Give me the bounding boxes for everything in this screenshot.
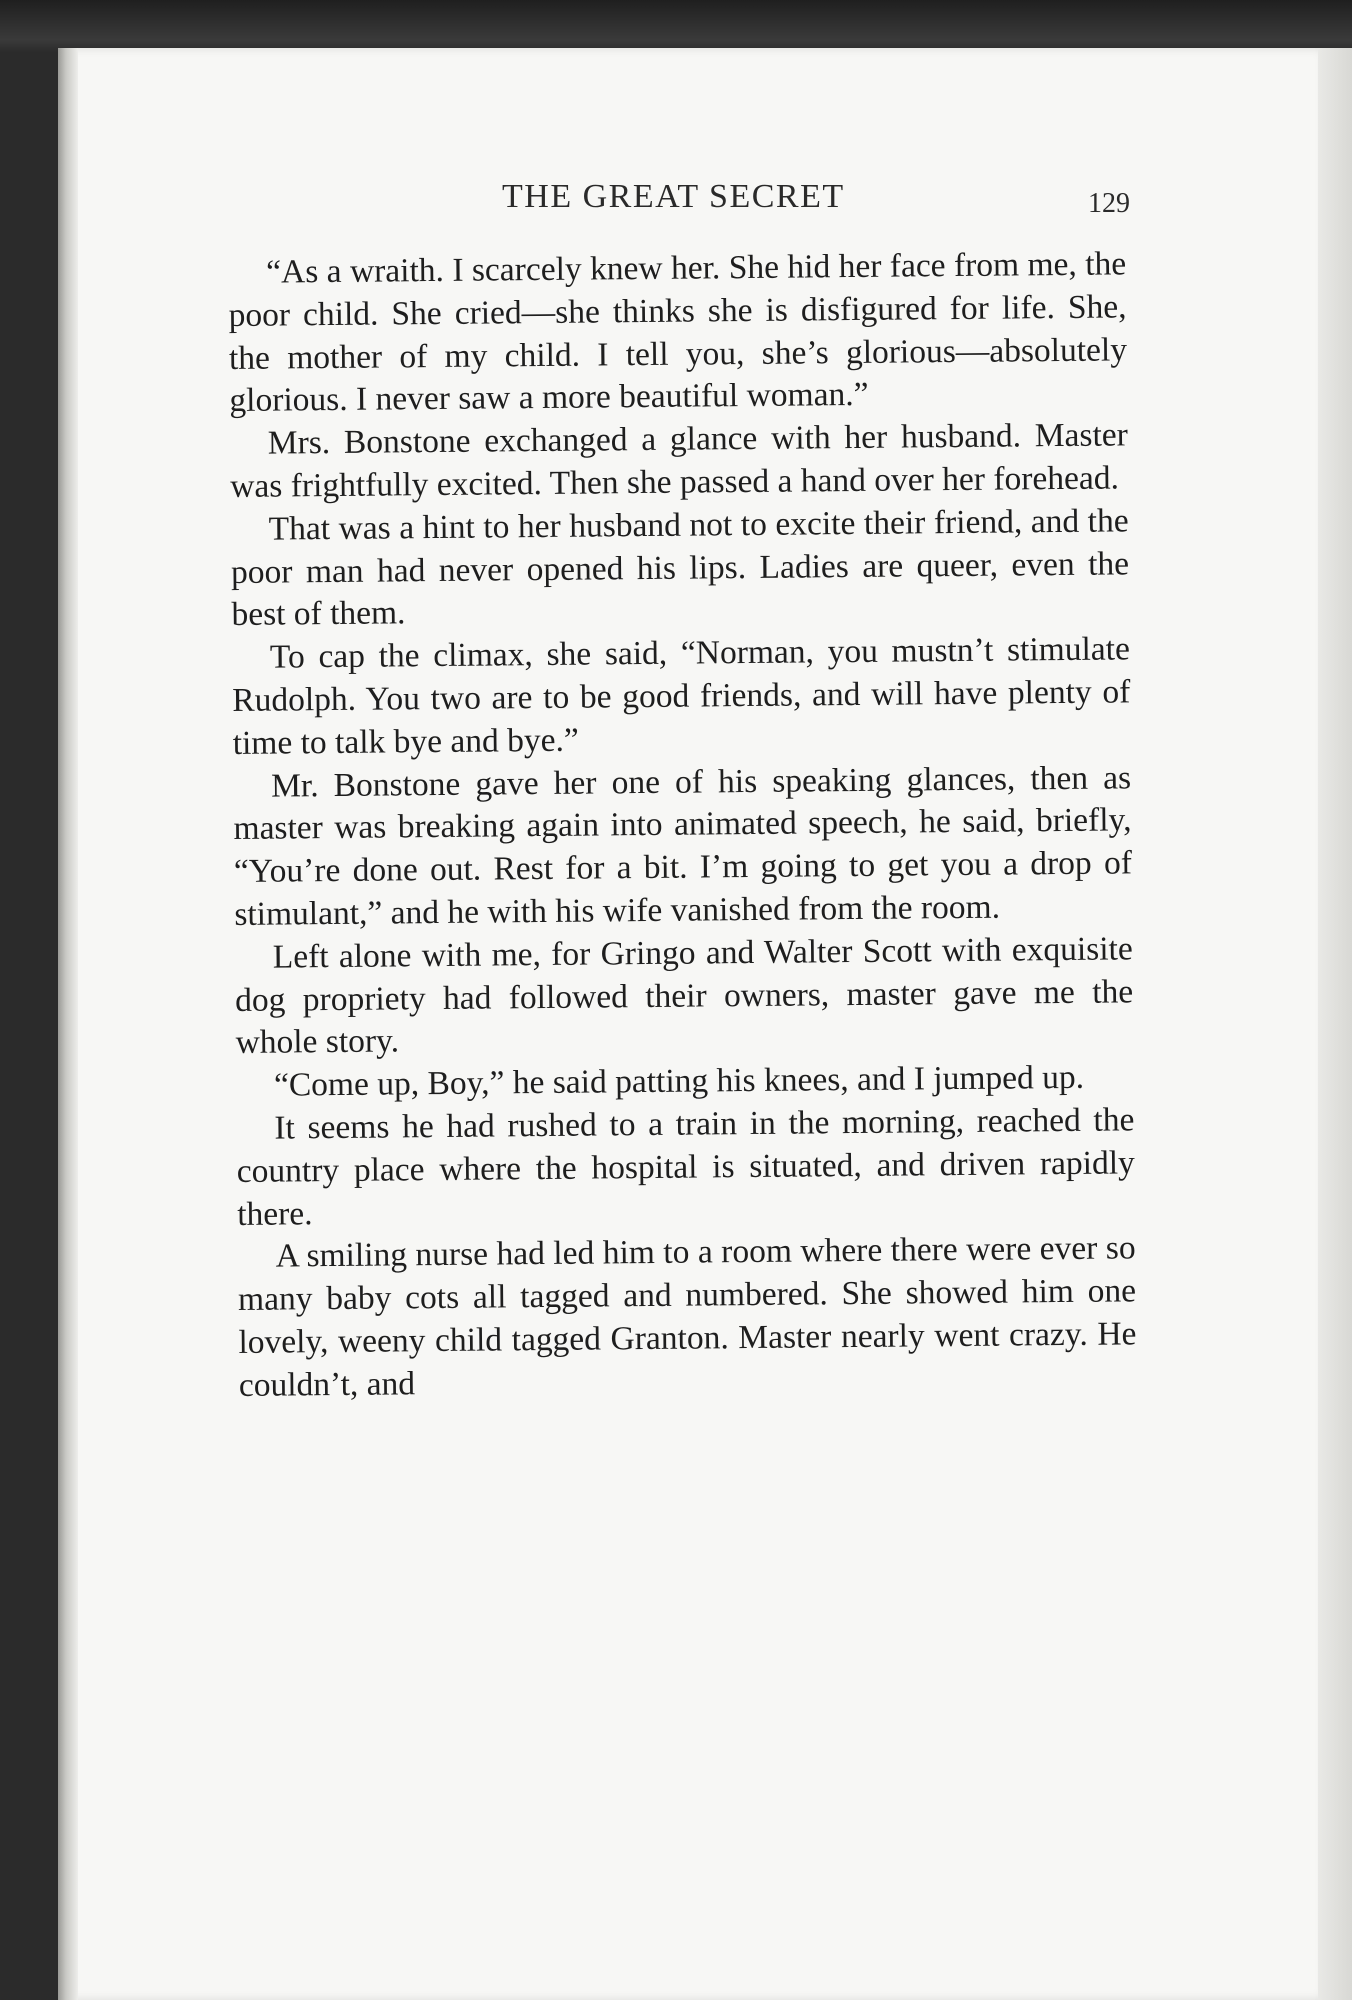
paragraph: “Come up, Boy,” he said patting his knees, and I jumped up. [273, 1058, 1085, 1104]
paragraph: That was a hint to her husband not to excite their friend, and the poor man had never opened his lips. Ladies are queer, even the best of them. [230, 502, 1130, 634]
page-right-edge [1318, 48, 1352, 2000]
paragraph: Mrs. Bonstone exchanged a glance with her husband. Master was frightfully excited. Then she passed a hand over her forehead. [230, 416, 1128, 505]
paragraph: To cap the climax, she said, “Norman, you mustn’t stimulate Rudolph. You two are to be good friends, and will have plenty of time to talk bye and bye.” [232, 630, 1131, 762]
running-title: THE GREAT SECRET [502, 178, 845, 215]
paragraph: A smiling nurse had led him to a room where there were ever so many baby cots all tagged and numbered. She showed him one lovely, weeny child tagged Granton. Master nearly went crazy. He couldn’t, and [237, 1229, 1137, 1404]
paragraph: It seems he had rushed to a train in the morning, reached the country place where the hospital is situated, and driven rapidly there. [236, 1101, 1135, 1233]
paragraph: “As a wraith. I scarcely knew her. She hid her face from me, the poor child. She cried—she thinks she is disfigured for life. She, the mother of my child. I tell you, she’s glorious—absolutely glorious. I never saw a more beautiful woman.” [228, 245, 1128, 420]
paragraph: Mr. Bonstone gave her one of his speaking glances, then as master was breaking again into animated speech, he said, briefly, “You’re done out. Rest for a bit. I’m going to get you a drop of stimulant,” and he with his wife vanished from the room. [233, 758, 1133, 933]
page-binding-gutter [58, 48, 78, 2000]
page-number: 129 [1088, 188, 1130, 219]
paragraph: Left alone with me, for Gringo and Walter Scott with exquisite dog propriety had followed their owners, master gave me the whole story. [235, 930, 1134, 1062]
running-header [230, 178, 1130, 228]
body-text [228, 243, 1137, 1407]
